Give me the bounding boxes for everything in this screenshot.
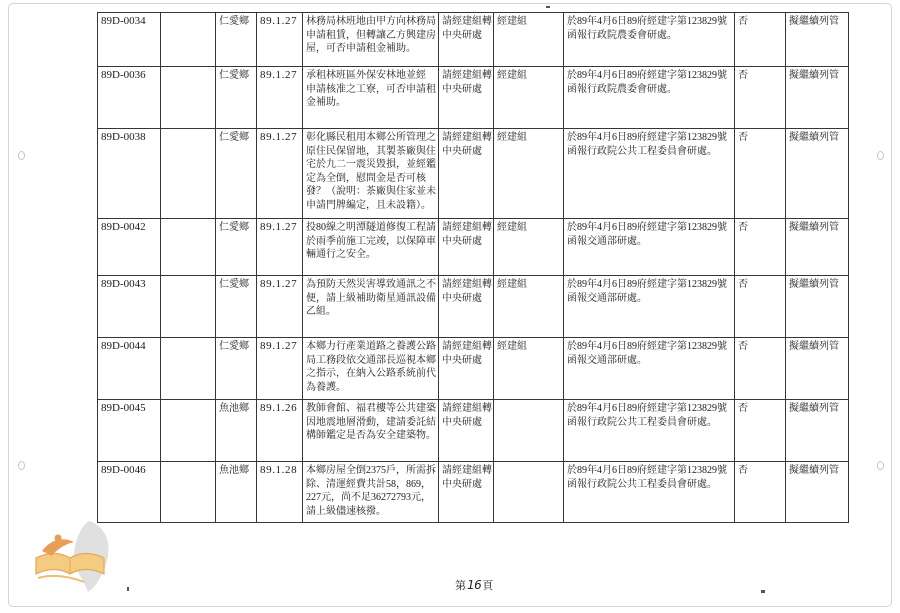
remark-cell [786, 338, 849, 399]
description-line: 因地震地層滑動，建請委託結 [306, 416, 436, 428]
description-line: 投80線之明潭隧道修復工程請 [306, 222, 436, 233]
blank-cell [161, 13, 216, 66]
description-cell [303, 219, 439, 275]
table-row [98, 129, 849, 219]
blank-cell [161, 67, 216, 128]
township-cell [216, 338, 257, 399]
result-cell [564, 219, 735, 275]
date-cell [257, 129, 303, 218]
resolved-cell [735, 276, 786, 337]
description-line: 彰化縣民租用本鄉公所管理之 [306, 132, 436, 143]
description-cell [303, 67, 439, 128]
scan-mark [546, 6, 550, 8]
punch-hole-mark [877, 461, 884, 470]
resolved-text: 否 [738, 70, 748, 81]
resolved-text: 否 [738, 341, 748, 352]
description-line: 227元，尚不足36272793元， [306, 492, 431, 503]
remark-text: 擬繼續列管 [789, 403, 839, 414]
case-id-text: 89D-0042 [101, 221, 146, 233]
unit-text: 經建組 [497, 132, 527, 143]
handling-cell [439, 276, 494, 337]
handling-line: 請經建組轉 [442, 70, 492, 81]
handling-cell [439, 462, 494, 522]
date-text: 89.1.27 [260, 278, 298, 290]
resolved-cell [735, 219, 786, 275]
remark-text: 擬繼續列管 [789, 70, 839, 81]
remark-cell [786, 13, 849, 66]
result-line: 於89年4月6日89府經建字第123829號 [567, 70, 727, 81]
description-line: 構師鑑定是否為安全建築物。 [306, 430, 436, 441]
table-row [98, 462, 849, 523]
case-id-cell [98, 129, 161, 218]
description-line: 輛通行之安全。 [306, 249, 376, 260]
handling-cell [439, 129, 494, 218]
punch-hole-mark [18, 461, 25, 470]
handling-line: 請經建組轉 [442, 132, 492, 143]
resolved-text: 否 [738, 403, 748, 414]
page-suffix: 頁 [482, 580, 494, 592]
description-line: 於雨季前施工完竣，以保障車 [306, 235, 436, 247]
description-cell [303, 338, 439, 399]
unit-text: 經建組 [497, 70, 527, 81]
result-cell [564, 13, 735, 66]
resolved-cell [735, 129, 786, 218]
unit-cell [494, 276, 564, 337]
case-id-cell [98, 67, 161, 128]
case-id-cell [98, 219, 161, 275]
result-cell [564, 276, 735, 337]
result-line: 函報行政院公共工程委員會研處。 [567, 145, 717, 157]
date-text: 89.1.27 [260, 69, 298, 81]
remark-cell [786, 276, 849, 337]
case-id-text: 89D-0034 [101, 15, 146, 27]
unit-cell [494, 338, 564, 399]
unit-cell [494, 67, 564, 128]
date-cell [257, 462, 303, 522]
remark-text: 擬繼續列管 [789, 16, 839, 27]
handling-line: 中央研處 [442, 292, 482, 304]
description-line: 原住民保留地，其製茶廠與住 [306, 145, 436, 157]
date-cell [257, 338, 303, 399]
result-line: 函報行政院農委會研處。 [567, 83, 677, 95]
unit-cell [494, 400, 564, 461]
handling-cell [439, 13, 494, 66]
remark-text: 擬繼續列管 [789, 222, 839, 233]
unit-cell [494, 462, 564, 522]
result-cell [564, 67, 735, 128]
blank-cell [161, 462, 216, 522]
result-line: 於89年4月6日89府經建字第123829號 [567, 132, 727, 143]
date-cell [257, 276, 303, 337]
result-cell [564, 400, 735, 461]
resolved-text: 否 [738, 132, 748, 143]
case-tracking-table [97, 12, 849, 523]
handling-cell [439, 67, 494, 128]
unit-cell [494, 129, 564, 218]
table-row [98, 400, 849, 462]
description-line: 申請租賃，但轉讓乙方興建房 [306, 29, 436, 41]
remark-cell [786, 219, 849, 275]
punch-hole-mark [18, 151, 25, 160]
handling-line: 請經建組轉 [442, 341, 492, 352]
description-cell [303, 276, 439, 337]
township-text: 仁愛鄉 [219, 341, 249, 352]
township-cell [216, 129, 257, 218]
date-text: 89.1.27 [260, 221, 298, 233]
remark-cell [786, 129, 849, 218]
township-text: 仁愛鄉 [219, 132, 249, 143]
table-row [98, 13, 849, 67]
case-id-cell [98, 276, 161, 337]
handling-line: 中央研處 [442, 416, 482, 428]
remark-text: 擬繼續列管 [789, 341, 839, 352]
township-cell [216, 400, 257, 461]
description-cell [303, 13, 439, 66]
unit-text: 經建組 [497, 16, 527, 27]
result-line: 於89年4月6日89府經建字第123829號 [567, 403, 727, 414]
case-id-text: 89D-0036 [101, 69, 146, 81]
result-line: 函報交通部研處。 [567, 354, 647, 366]
township-cell [216, 219, 257, 275]
handling-line: 請經建組轉 [442, 16, 492, 27]
unit-text: 經建組 [497, 341, 527, 352]
page-number-value: 16 [467, 578, 482, 592]
blank-cell [161, 219, 216, 275]
handling-line: 請經建組轉 [442, 279, 492, 290]
description-line: 教師會館、福君樓等公共建築 [306, 403, 436, 414]
township-cell [216, 13, 257, 66]
resolved-text: 否 [738, 279, 748, 290]
township-text: 仁愛鄉 [219, 70, 249, 81]
unit-cell [494, 219, 564, 275]
handling-cell [439, 400, 494, 461]
case-id-text: 89D-0043 [101, 278, 146, 290]
resolved-cell [735, 338, 786, 399]
result-cell [564, 462, 735, 522]
description-line: 金補助。 [306, 97, 346, 108]
result-line: 函報行政院公共工程委員會研處。 [567, 478, 717, 490]
description-line: 申請門牌編定，且未設籍）。 [306, 199, 431, 211]
result-line: 於89年4月6日89府經建字第123829號 [567, 222, 727, 233]
case-id-cell [98, 462, 161, 522]
page-number [455, 578, 493, 593]
result-line: 於89年4月6日89府經建字第123829號 [567, 465, 727, 476]
result-line: 函報交通部研處。 [567, 292, 647, 304]
scan-mark [761, 590, 765, 593]
scan-mark [127, 587, 129, 591]
date-text: 89.1.28 [260, 464, 298, 476]
resolved-text: 否 [738, 222, 748, 233]
result-cell [564, 338, 735, 399]
table-row [98, 67, 849, 129]
resolved-cell [735, 13, 786, 66]
result-line: 於89年4月6日89府經建字第123829號 [567, 16, 727, 27]
description-cell [303, 129, 439, 218]
description-line: 申請核准之工寮，可否申請租 [306, 83, 436, 95]
township-text: 仁愛鄉 [219, 16, 249, 27]
description-line: 局工務段依交通部長巡視本鄉 [306, 354, 436, 366]
description-line: 請上級儘速核撥。 [306, 505, 386, 517]
description-line: 屋，可否申請租金補助。 [306, 43, 416, 54]
handling-line: 中央研處 [442, 478, 482, 490]
table-row [98, 338, 849, 400]
case-id-cell [98, 13, 161, 66]
library-logo [28, 518, 118, 594]
handling-cell [439, 338, 494, 399]
description-line: 發？（說明：茶廠與住家並未 [306, 186, 436, 197]
punch-hole-mark [877, 151, 884, 160]
township-cell [216, 276, 257, 337]
unit-text: 經建組 [497, 222, 527, 233]
resolved-text: 否 [738, 16, 748, 27]
handling-line: 請經建組轉 [442, 403, 492, 414]
description-line: 宅於九二一震災毀損，並經鑑 [306, 159, 436, 170]
township-cell [216, 67, 257, 128]
description-line: 為預防天然災害導致通訊之不 [306, 279, 436, 290]
date-text: 89.1.27 [260, 15, 298, 27]
case-id-text: 89D-0044 [101, 340, 146, 352]
description-line: 承租林班區外保安林地並經 [306, 70, 426, 81]
township-cell [216, 462, 257, 522]
result-line: 函報行政院農委會研處。 [567, 29, 677, 41]
remark-cell [786, 400, 849, 461]
remark-text: 擬繼續列管 [789, 279, 839, 290]
description-line: 便，請上級補助衛星通訊設備 [306, 292, 436, 304]
resolved-cell [735, 67, 786, 128]
result-line: 於89年4月6日89府經建字第123829號 [567, 341, 727, 352]
township-text: 魚池鄉 [219, 465, 249, 476]
date-text: 89.1.27 [260, 131, 298, 143]
remark-text: 擬繼續列管 [789, 465, 839, 476]
unit-cell [494, 13, 564, 66]
resolved-cell [735, 462, 786, 522]
remark-cell [786, 67, 849, 128]
description-line: 本鄉力行產業道路之養護公路 [306, 341, 436, 352]
description-cell [303, 462, 439, 522]
handling-cell [439, 219, 494, 275]
blank-cell [161, 129, 216, 218]
unit-text: 經建組 [497, 279, 527, 290]
result-line: 於89年4月6日89府經建字第123829號 [567, 279, 727, 290]
description-line: 本鄉房屋全倒2375戶，所需拆 [306, 465, 436, 476]
date-cell [257, 13, 303, 66]
description-line: 除、清運經費共計58，869， [306, 478, 431, 490]
date-cell [257, 219, 303, 275]
handling-line: 請經建組轉 [442, 465, 492, 476]
result-line: 函報交通部研處。 [567, 235, 647, 247]
result-line: 函報行政院公共工程委員會研處。 [567, 416, 717, 428]
case-id-text: 89D-0038 [101, 131, 146, 143]
township-text: 仁愛鄉 [219, 279, 249, 290]
resolved-text: 否 [738, 465, 748, 476]
handling-line: 請經建組轉 [442, 222, 492, 233]
table-row [98, 276, 849, 338]
result-cell [564, 129, 735, 218]
handling-line: 中央研處 [442, 83, 482, 95]
description-cell [303, 400, 439, 461]
date-cell [257, 400, 303, 461]
case-id-text: 89D-0045 [101, 402, 146, 414]
blank-cell [161, 338, 216, 399]
remark-cell [786, 462, 849, 522]
blank-cell [161, 276, 216, 337]
handling-line: 中央研處 [442, 29, 482, 41]
date-cell [257, 67, 303, 128]
handling-line: 中央研處 [442, 145, 482, 157]
handling-line: 中央研處 [442, 354, 482, 366]
township-text: 魚池鄉 [219, 403, 249, 414]
blank-cell [161, 400, 216, 461]
case-id-cell [98, 338, 161, 399]
date-text: 89.1.26 [260, 402, 298, 414]
remark-text: 擬繼續列管 [789, 132, 839, 143]
resolved-cell [735, 400, 786, 461]
date-text: 89.1.27 [260, 340, 298, 352]
description-line: 乙組。 [306, 306, 336, 317]
description-line: 之指示，在納入公路系統前代 [306, 368, 436, 379]
case-id-cell [98, 400, 161, 461]
table-row [98, 219, 849, 276]
description-line: 林務局林班地由甲方向林務局 [306, 16, 436, 27]
case-id-text: 89D-0046 [101, 464, 146, 476]
description-line: 定為全倒，慰問金是否可核 [306, 172, 426, 184]
description-line: 為養護。 [306, 381, 346, 393]
township-text: 仁愛鄉 [219, 222, 249, 233]
page-prefix: 第 [455, 580, 466, 592]
handling-line: 中央研處 [442, 235, 482, 247]
